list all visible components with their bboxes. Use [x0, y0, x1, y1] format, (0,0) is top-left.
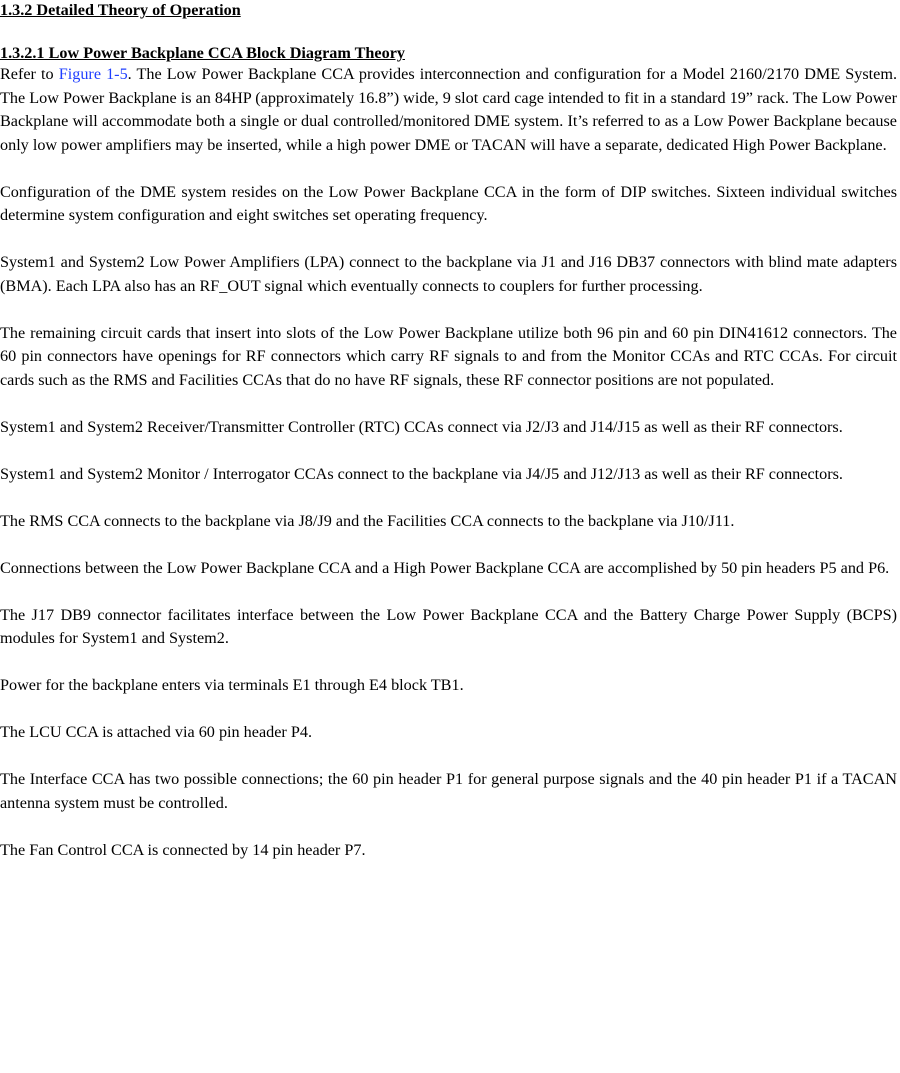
paragraph-power: Power for the backplane enters via terminals E1 through E4 block TB1.: [0, 676, 464, 694]
intro-paragraph: [0, 63, 897, 157]
paragraph-j17: The J17 DB9 connector facilitates interface between the Low Power Backplane CCA and the Battery Charge Power Supply (BCPS) modules for System1 and System2.: [0, 605, 897, 647]
paragraph-interface: The Interface CCA has two possible connections; the 60 pin header P1 for general purpose signals and the 40 pin header P1 if a TACAN antenna system must be controlled.: [0, 770, 897, 812]
paragraph-rtc: System1 and System2 Receiver/Transmitter Controller (RTC) CCAs connect via J2/J3 and J14/J15 as well as their RF connectors.: [0, 417, 843, 436]
intro-prefix: Refer to: [0, 65, 59, 83]
paragraph-rms: The RMS CCA connects to the backplane via J8/J9 and the Facilities CCA connects to the backplane via J10/J11.: [0, 511, 735, 530]
paragraph-fan-control: The Fan Control CCA is connected by 14 pin header P7.: [0, 840, 366, 859]
paragraph-remaining-cards: The remaining circuit cards that insert into slots of the Low Power Backplane utilize both 96 pin and 60 pin DIN41612 connectors. The 60 pin connectors have openings for RF connectors which carry RF signals to and from the Monitor CCAs and RTC CCAs. For circuit cards such as the RMS and Facilities CCAs that do no have RF signals, these RF connector positions are not populated.: [0, 323, 897, 389]
paragraph-lpa: System1 and System2 Low Power Amplifiers (LPA) connect to the backplane via J1 and J16 DB37 connectors with blind mate adapters (BMA). Each LPA also has an RF_OUT signal which eventually connects to couplers for further processing.: [0, 253, 897, 295]
paragraph-lcu: The LCU CCA is attached via 60 pin header P4.: [0, 723, 312, 741]
paragraph-high-power: Connections between the Low Power Backplane CCA and a High Power Backplane CCA are accomplished by 50 pin headers P5 and P6.: [0, 558, 890, 577]
paragraph-monitor: System1 and System2 Monitor / Interrogator CCAs connect to the backplane via J4/J5 and J12/J13 as well as their RF connectors.: [0, 464, 843, 483]
intro-text: . The Low Power Backplane CCA provides interconnection and configuration for a Model 2160/2170 DME System. The Low Power Backplane is an 84HP (approximately 16.8”) wide, 9 slot card cage intended to fit in a standard 19” rack. The Low Power Backplane will accommodate both a single or dual controlled/monitored DME system. It’s referred to as a Low Power Backplane because only low power amplifiers may be inserted, while a high power DME or TACAN will have a separate, dedicated High Power Backplane.: [0, 65, 897, 154]
paragraph-configuration: Configuration of the DME system resides on the Low Power Backplane CCA in the form of DIP switches. Sixteen individual switches determine system configuration and eight switches set operating frequency.: [0, 182, 897, 224]
section-heading: 1.3.2 Detailed Theory of Operation: [0, 1, 241, 19]
figure-link[interactable]: Figure 1-5: [58, 65, 128, 83]
subsection-heading: 1.3.2.1 Low Power Backplane CCA Block Diagram Theory: [0, 44, 405, 62]
